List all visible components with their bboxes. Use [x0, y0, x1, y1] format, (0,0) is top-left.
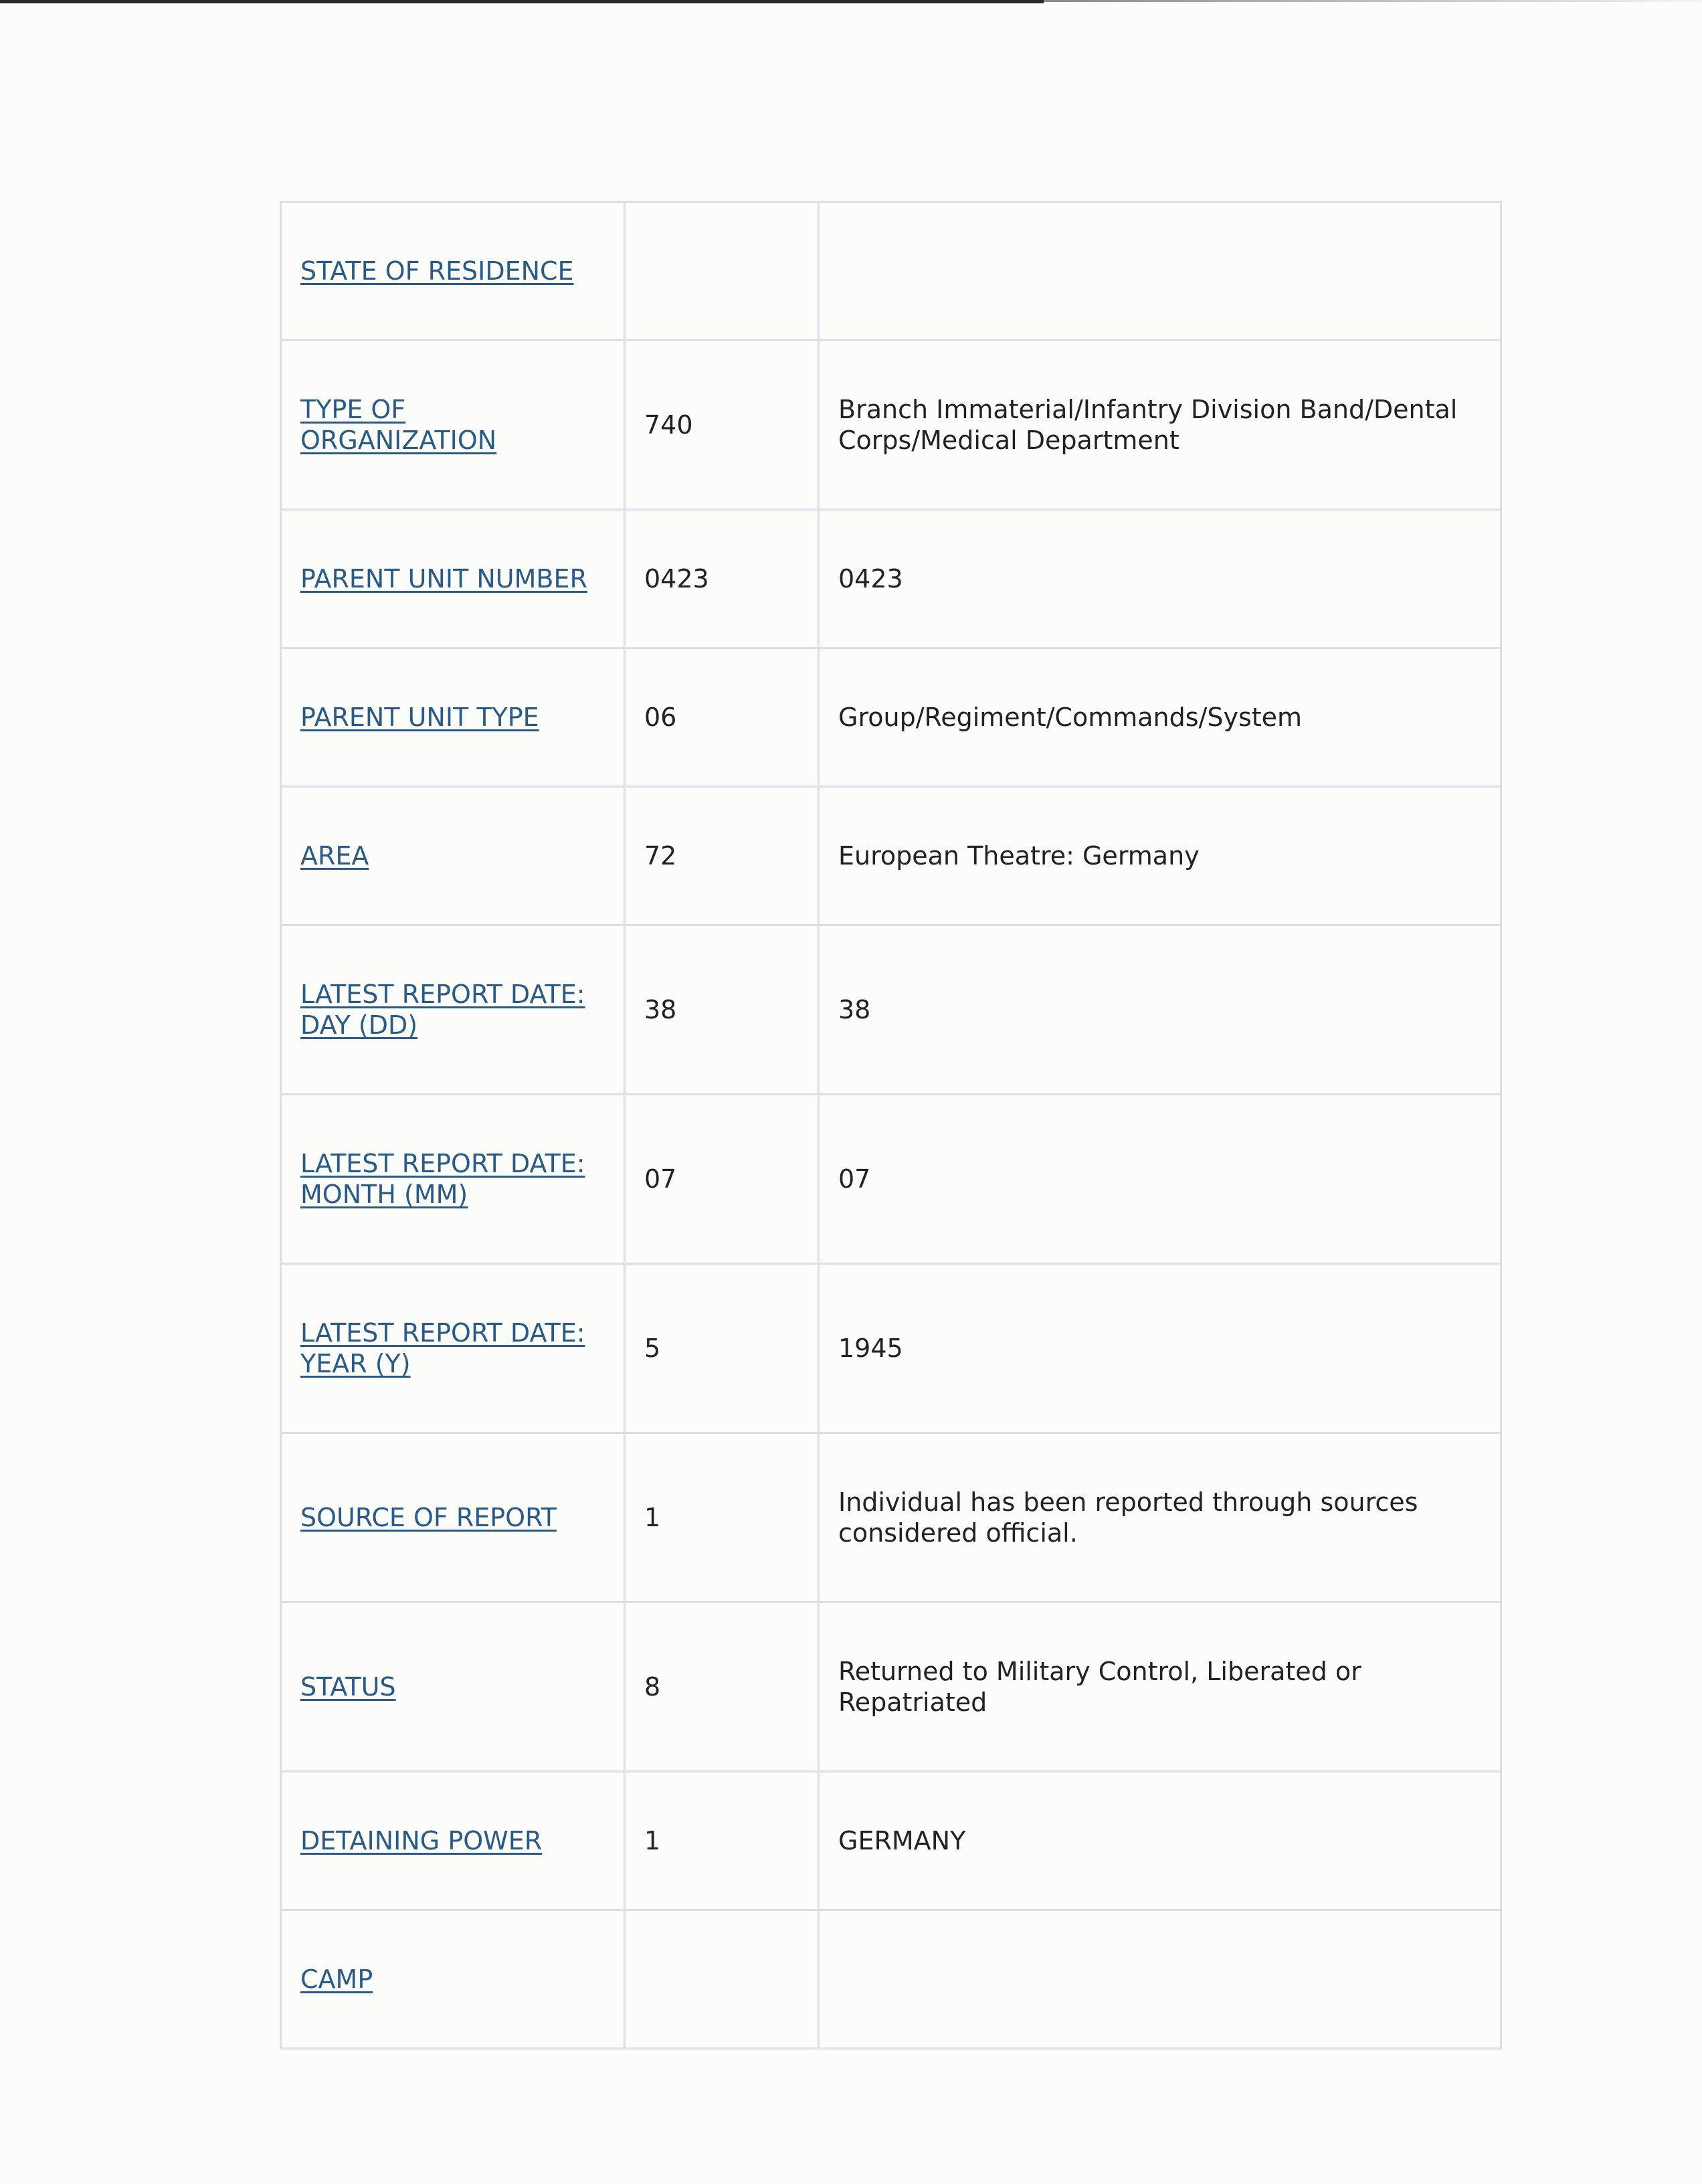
- field-name-cell: [281, 1433, 625, 1603]
- value-cell: 07: [819, 1095, 1501, 1264]
- table-row: [281, 648, 1501, 787]
- value-cell: GERMANY: [819, 1772, 1501, 1910]
- field-name-cell: [281, 1910, 625, 2049]
- scan-top-edge: [0, 0, 1044, 3]
- field-name-cell: [281, 648, 625, 787]
- value-cell: Branch Immaterial/Infantry Division Band/Dental Corps/Medical Department: [819, 341, 1501, 510]
- field-link-camp[interactable]: CAMP: [300, 1965, 373, 1994]
- code-cell: [625, 202, 819, 341]
- field-link-detaining-power[interactable]: DETAINING POWER: [300, 1826, 543, 1855]
- code-cell: 1: [625, 1433, 819, 1603]
- field-link-source-of-report[interactable]: SOURCE OF REPORT: [300, 1503, 557, 1532]
- code-cell: 740: [625, 341, 819, 510]
- code-cell: 72: [625, 787, 819, 925]
- scan-top-edge-fade: [1044, 0, 1702, 2]
- code-cell: 07: [625, 1095, 819, 1264]
- field-name-cell: [281, 202, 625, 341]
- code-cell: [625, 1910, 819, 2049]
- value-cell: 0423: [819, 510, 1501, 648]
- code-cell: 1: [625, 1772, 819, 1910]
- field-link-state-of-residence[interactable]: STATE OF RESIDENCE: [300, 256, 574, 286]
- code-cell: 06: [625, 648, 819, 787]
- value-cell: [819, 1910, 1501, 2049]
- field-name-cell: [281, 341, 625, 510]
- field-link-parent-unit-type[interactable]: PARENT UNIT TYPE: [300, 703, 539, 732]
- field-name-cell: [281, 510, 625, 648]
- value-cell: [819, 202, 1501, 341]
- table-row: [281, 1910, 1501, 2049]
- field-link-report-day[interactable]: LATEST REPORT DATE: DAY (DD): [300, 980, 585, 1040]
- code-cell: 0423: [625, 510, 819, 648]
- field-link-report-month[interactable]: LATEST REPORT DATE: MONTH (MM): [300, 1149, 585, 1209]
- table-row: [281, 341, 1501, 510]
- code-cell: 5: [625, 1264, 819, 1433]
- field-link-status[interactable]: STATUS: [300, 1672, 396, 1702]
- table-row: [281, 925, 1501, 1095]
- field-link-area[interactable]: AREA: [300, 841, 369, 871]
- value-cell: Individual has been reported through sources considered official.: [819, 1433, 1501, 1603]
- field-name-cell: [281, 1603, 625, 1772]
- table-row: [281, 1264, 1501, 1433]
- value-cell: Returned to Military Control, Liberated or Repatriated: [819, 1603, 1501, 1772]
- table-row: [281, 1433, 1501, 1603]
- code-cell: 38: [625, 925, 819, 1095]
- value-cell: 1945: [819, 1264, 1501, 1433]
- table-row: [281, 510, 1501, 648]
- field-link-report-year[interactable]: LATEST REPORT DATE: YEAR (Y): [300, 1318, 585, 1378]
- field-name-cell: [281, 925, 625, 1095]
- record-table: [280, 201, 1502, 2050]
- field-name-cell: [281, 1095, 625, 1264]
- code-cell: 8: [625, 1603, 819, 1772]
- table-row: [281, 1095, 1501, 1264]
- table-row: [281, 202, 1501, 341]
- field-name-cell: [281, 787, 625, 925]
- table-row: [281, 1772, 1501, 1910]
- value-cell: European Theatre: Germany: [819, 787, 1501, 925]
- table-row: [281, 1603, 1501, 1772]
- field-name-cell: [281, 1264, 625, 1433]
- field-link-parent-unit-number[interactable]: PARENT UNIT NUMBER: [300, 564, 587, 594]
- table-row: [281, 787, 1501, 925]
- value-cell: Group/Regiment/Commands/System: [819, 648, 1501, 787]
- value-cell: 38: [819, 925, 1501, 1095]
- field-name-cell: [281, 1772, 625, 1910]
- field-link-type-of-organization[interactable]: TYPE OF ORGANIZATION: [300, 395, 497, 455]
